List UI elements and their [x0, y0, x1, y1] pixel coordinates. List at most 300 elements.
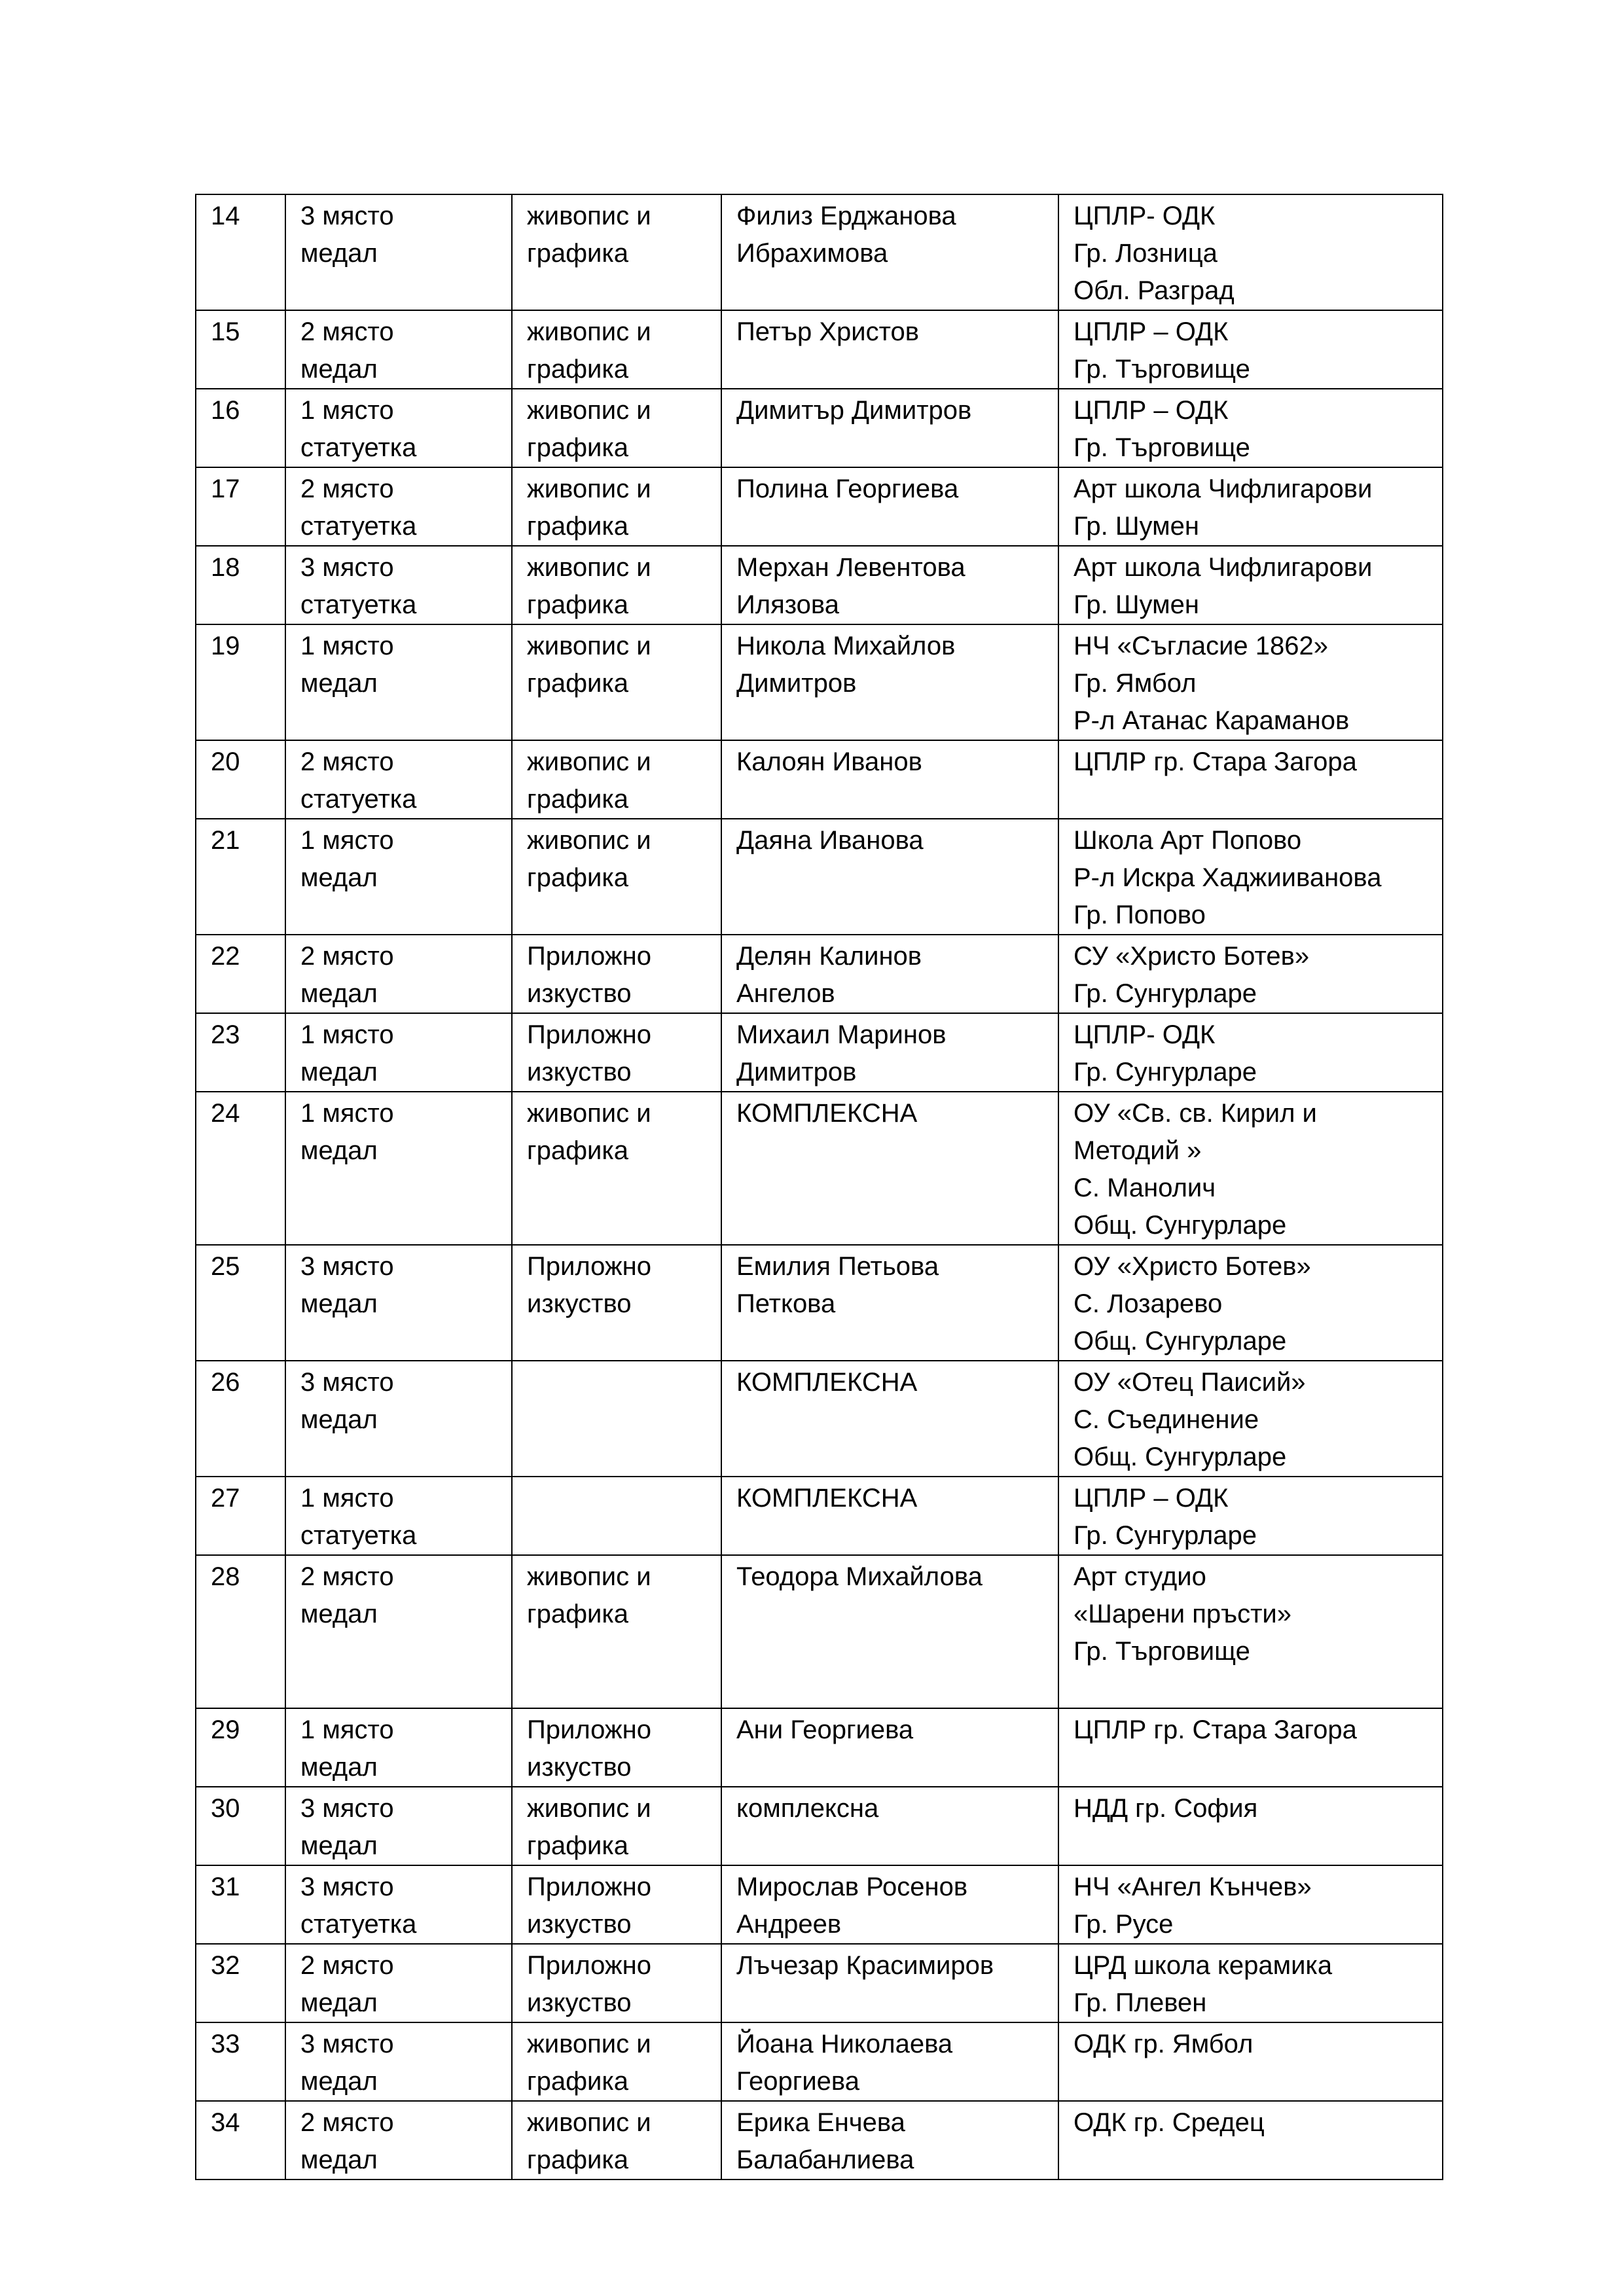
- participant-cell: [721, 1944, 1058, 2022]
- row-number: 19: [211, 632, 240, 660]
- category-line: Приложно: [527, 1951, 652, 1980]
- participant-name-line: Димитър Димитров: [736, 396, 972, 425]
- award-text: медал: [300, 2145, 378, 2174]
- place-text: 3 място: [300, 202, 394, 230]
- category-line: Приложно: [527, 1252, 652, 1281]
- award-text: медал: [300, 1988, 378, 2017]
- award-text: медал: [300, 979, 378, 1008]
- row-number: 18: [211, 553, 240, 582]
- row-number: 14: [211, 202, 240, 230]
- category-line: графика: [527, 669, 628, 698]
- award-text: медал: [300, 1600, 378, 1628]
- organization-line: Гр. Търговище: [1074, 355, 1250, 384]
- participant-cell: [721, 1708, 1058, 1787]
- participant-name-line: Йоана Николаева: [736, 2030, 953, 2058]
- organization-cell: [1058, 194, 1443, 310]
- category-line: графика: [527, 1831, 628, 1860]
- participant-cell: [721, 310, 1058, 389]
- organization-cell: [1058, 1865, 1443, 1944]
- place-text: 3 място: [300, 553, 394, 582]
- row-number: 27: [211, 1484, 240, 1513]
- organization-line: ЦПЛР- ОДК: [1074, 1020, 1216, 1049]
- participant-cell: [721, 1013, 1058, 1092]
- category-cell: [512, 1092, 721, 1245]
- row-number-cell: [196, 467, 285, 546]
- award-text: статуетка: [300, 433, 417, 462]
- place-cell: [285, 935, 512, 1013]
- organization-line: ОДК гр. Средец: [1074, 2108, 1265, 2137]
- row-number: 29: [211, 1715, 240, 1744]
- participant-cell: [721, 819, 1058, 935]
- participant-name-line: КОМПЛЕКСНА: [736, 1484, 918, 1513]
- organization-line: Гр. Сунгурларе: [1074, 1058, 1257, 1086]
- place-cell: [285, 624, 512, 740]
- award-text: медал: [300, 863, 378, 892]
- category-line: изкуство: [527, 1753, 632, 1782]
- table-row: [196, 935, 1443, 1013]
- participant-cell: [721, 624, 1058, 740]
- organization-line: ЦПЛР- ОДК: [1074, 202, 1216, 230]
- participant-name-line: Теодора Михайлова: [736, 1562, 983, 1591]
- row-number-cell: [196, 819, 285, 935]
- results-table-body: [196, 194, 1443, 2179]
- category-line: живопис и: [527, 202, 651, 230]
- participant-name-line: Ерика Енчева: [736, 2108, 905, 2137]
- row-number-cell: [196, 194, 285, 310]
- category-line: живопис и: [527, 1794, 651, 1823]
- row-number: 26: [211, 1368, 240, 1397]
- organization-line: НЧ «Съгласие 1862»: [1074, 632, 1329, 660]
- category-cell: [512, 2101, 721, 2179]
- category-cell: [512, 546, 721, 624]
- organization-line: Гр. Ямбол: [1074, 669, 1197, 698]
- organization-cell: [1058, 1787, 1443, 1865]
- place-text: 2 място: [300, 1951, 394, 1980]
- category-line: Приложно: [527, 1873, 652, 1901]
- table-row: [196, 1245, 1443, 1361]
- participant-name-line: комплексна: [736, 1794, 879, 1823]
- organization-cell: [1058, 1708, 1443, 1787]
- place-cell: [285, 740, 512, 819]
- organization-line: НЧ «Ангел Кънчев»: [1074, 1873, 1312, 1901]
- place-text: 1 място: [300, 826, 394, 855]
- place-text: 1 място: [300, 1484, 394, 1513]
- organization-line: С. Манолич: [1074, 1174, 1216, 1202]
- organization-line: ЦПЛР – ОДК: [1074, 1484, 1229, 1513]
- place-text: 2 място: [300, 475, 394, 503]
- row-number: 34: [211, 2108, 240, 2137]
- row-number-cell: [196, 1944, 285, 2022]
- participant-cell: [721, 740, 1058, 819]
- category-line: графика: [527, 785, 628, 814]
- row-number-cell: [196, 935, 285, 1013]
- row-number-cell: [196, 1865, 285, 1944]
- table-row: [196, 1787, 1443, 1865]
- category-cell: [512, 467, 721, 546]
- participant-cell: [721, 194, 1058, 310]
- place-text: 1 място: [300, 632, 394, 660]
- table-row: [196, 1708, 1443, 1787]
- place-cell: [285, 1477, 512, 1555]
- category-line: живопис и: [527, 747, 651, 776]
- table-row: [196, 546, 1443, 624]
- participant-cell: [721, 2101, 1058, 2179]
- category-line: графика: [527, 2067, 628, 2096]
- category-line: живопис и: [527, 632, 651, 660]
- award-text: медал: [300, 1831, 378, 1860]
- organization-cell: [1058, 1477, 1443, 1555]
- organization-line: Арт школа Чифлигарови: [1074, 553, 1373, 582]
- row-number-cell: [196, 2101, 285, 2179]
- organization-cell: [1058, 935, 1443, 1013]
- participant-name-line: Илязова: [736, 590, 839, 619]
- participant-name-line: Петър Христов: [736, 317, 919, 346]
- organization-line: Методий »: [1074, 1136, 1202, 1165]
- row-number: 30: [211, 1794, 240, 1823]
- category-line: графика: [527, 433, 628, 462]
- participant-name-line: Делян Калинов: [736, 942, 922, 971]
- participant-name-line: Михаил Маринов: [736, 1020, 947, 1049]
- organization-line: Гр. Търговище: [1074, 1637, 1250, 1666]
- category-cell: [512, 819, 721, 935]
- participant-cell: [721, 1361, 1058, 1477]
- place-cell: [285, 389, 512, 467]
- organization-line: Арт студио: [1074, 1562, 1206, 1591]
- organization-line: ОУ «Св. св. Кирил и: [1074, 1099, 1317, 1128]
- category-line: графика: [527, 1136, 628, 1165]
- participant-name-line: Георгиева: [736, 2067, 859, 2096]
- participant-name-line: Мирослав Росенов: [736, 1873, 968, 1901]
- organization-line: Общ. Сунгурларе: [1074, 1443, 1287, 1471]
- organization-line: ЦПЛР гр. Стара Загора: [1074, 747, 1357, 776]
- award-text: статуетка: [300, 512, 417, 541]
- table-row: [196, 740, 1443, 819]
- place-cell: [285, 467, 512, 546]
- row-number-cell: [196, 2022, 285, 2101]
- category-cell: [512, 740, 721, 819]
- category-line: графика: [527, 2145, 628, 2174]
- category-line: графика: [527, 355, 628, 384]
- participant-cell: [721, 1555, 1058, 1708]
- category-cell: [512, 624, 721, 740]
- organization-line: Гр. Плевен: [1074, 1988, 1207, 2017]
- participant-name-line: КОМПЛЕКСНА: [736, 1368, 918, 1397]
- category-line: изкуство: [527, 979, 632, 1008]
- organization-cell: [1058, 740, 1443, 819]
- organization-line: Гр. Лозница: [1074, 239, 1218, 268]
- row-number-cell: [196, 1013, 285, 1092]
- row-number-cell: [196, 1708, 285, 1787]
- organization-cell: [1058, 310, 1443, 389]
- participant-cell: [721, 1865, 1058, 1944]
- organization-line: Гр. Сунгурларе: [1074, 1521, 1257, 1550]
- award-text: медал: [300, 2067, 378, 2096]
- category-line: графика: [527, 239, 628, 268]
- category-cell: [512, 1361, 721, 1477]
- row-number: 16: [211, 396, 240, 425]
- table-row: [196, 1361, 1443, 1477]
- participant-name-line: Балабанлиева: [736, 2145, 914, 2174]
- row-number-cell: [196, 624, 285, 740]
- award-text: медал: [300, 1289, 378, 1318]
- award-text: статуетка: [300, 590, 417, 619]
- organization-line: ЦПЛР – ОДК: [1074, 396, 1229, 425]
- category-line: живопис и: [527, 396, 651, 425]
- category-line: живопис и: [527, 1099, 651, 1128]
- table-row: [196, 1013, 1443, 1092]
- award-text: медал: [300, 355, 378, 384]
- place-text: 1 място: [300, 1099, 394, 1128]
- organization-line: «Шарени пръсти»: [1074, 1600, 1292, 1628]
- place-cell: [285, 2101, 512, 2179]
- row-number: 15: [211, 317, 240, 346]
- participant-name-line: КОМПЛЕКСНА: [736, 1099, 918, 1128]
- table-row: [196, 1944, 1443, 2022]
- place-text: 1 място: [300, 396, 394, 425]
- category-line: живопис и: [527, 826, 651, 855]
- organization-line: ЦПЛР гр. Стара Загора: [1074, 1715, 1357, 1744]
- award-text: медал: [300, 1405, 378, 1434]
- participant-cell: [721, 1092, 1058, 1245]
- place-text: 1 място: [300, 1715, 394, 1744]
- place-text: 3 място: [300, 1794, 394, 1823]
- organization-line: Р-л Искра Хаджииванова: [1074, 863, 1382, 892]
- award-text: статуетка: [300, 1521, 417, 1550]
- organization-line: Гр. Шумен: [1074, 512, 1199, 541]
- place-cell: [285, 1708, 512, 1787]
- participant-cell: [721, 1477, 1058, 1555]
- row-number: 32: [211, 1951, 240, 1980]
- category-line: живопис и: [527, 1562, 651, 1591]
- category-line: Приложно: [527, 1715, 652, 1744]
- organization-line: Школа Арт Попово: [1074, 826, 1302, 855]
- table-row: [196, 2101, 1443, 2179]
- category-cell: [512, 1787, 721, 1865]
- row-number-cell: [196, 740, 285, 819]
- category-cell: [512, 1477, 721, 1555]
- participant-name-line: Даяна Иванова: [736, 826, 924, 855]
- organization-cell: [1058, 1555, 1443, 1708]
- place-text: 3 място: [300, 1368, 394, 1397]
- place-cell: [285, 1944, 512, 2022]
- category-line: живопис и: [527, 317, 651, 346]
- row-number: 25: [211, 1252, 240, 1281]
- category-line: графика: [527, 863, 628, 892]
- organization-line: Общ. Сунгурларе: [1074, 1327, 1287, 1355]
- place-cell: [285, 1361, 512, 1477]
- organization-line: Общ. Сунгурларе: [1074, 1211, 1287, 1240]
- place-text: 1 място: [300, 1020, 394, 1049]
- participant-cell: [721, 2022, 1058, 2101]
- participant-name-line: Димитров: [736, 669, 857, 698]
- organization-line: Арт школа Чифлигарови: [1074, 475, 1373, 503]
- organization-cell: [1058, 624, 1443, 740]
- place-text: 2 място: [300, 1562, 394, 1591]
- row-number: 17: [211, 475, 240, 503]
- row-number-cell: [196, 1477, 285, 1555]
- category-cell: [512, 2022, 721, 2101]
- category-cell: [512, 935, 721, 1013]
- place-cell: [285, 1245, 512, 1361]
- category-line: живопис и: [527, 475, 651, 503]
- table-row: [196, 310, 1443, 389]
- award-text: медал: [300, 1136, 378, 1165]
- row-number-cell: [196, 1787, 285, 1865]
- category-cell: [512, 1555, 721, 1708]
- organization-line: С. Съединение: [1074, 1405, 1259, 1434]
- row-number-cell: [196, 1245, 285, 1361]
- results-table: [195, 194, 1443, 2180]
- table-row: [196, 1477, 1443, 1555]
- place-cell: [285, 1013, 512, 1092]
- row-number: 31: [211, 1873, 240, 1901]
- row-number: 21: [211, 826, 240, 855]
- category-line: живопис и: [527, 2108, 651, 2137]
- category-line: Приложно: [527, 1020, 652, 1049]
- award-text: статуетка: [300, 785, 417, 814]
- organization-line: ЦПЛР – ОДК: [1074, 317, 1229, 346]
- row-number-cell: [196, 1555, 285, 1708]
- category-line: изкуство: [527, 1289, 632, 1318]
- category-line: графика: [527, 1600, 628, 1628]
- place-text: 2 място: [300, 747, 394, 776]
- table-row: [196, 1865, 1443, 1944]
- table-row: [196, 194, 1443, 310]
- category-line: графика: [527, 512, 628, 541]
- participant-name-line: Ангелов: [736, 979, 835, 1008]
- participant-cell: [721, 1787, 1058, 1865]
- category-line: изкуство: [527, 1988, 632, 2017]
- category-line: графика: [527, 590, 628, 619]
- table-row: [196, 2022, 1443, 2101]
- place-text: 2 място: [300, 2108, 394, 2137]
- place-text: 2 място: [300, 942, 394, 971]
- table-row: [196, 467, 1443, 546]
- participant-name-line: Петкова: [736, 1289, 836, 1318]
- participant-name-line: Никола Михайлов: [736, 632, 956, 660]
- place-cell: [285, 546, 512, 624]
- organization-line: Р-л Атанас Караманов: [1074, 706, 1350, 735]
- participant-name-line: Ибрахимова: [736, 239, 888, 268]
- participant-name-line: Лъчезар Красимиров: [736, 1951, 994, 1980]
- category-line: изкуство: [527, 1910, 632, 1939]
- category-line: Приложно: [527, 942, 652, 971]
- organization-cell: [1058, 819, 1443, 935]
- organization-cell: [1058, 389, 1443, 467]
- place-cell: [285, 310, 512, 389]
- organization-line: Гр. Търговище: [1074, 433, 1250, 462]
- row-number: 24: [211, 1099, 240, 1128]
- category-cell: [512, 310, 721, 389]
- participant-name-line: Емилия Петьова: [736, 1252, 939, 1281]
- organization-cell: [1058, 1013, 1443, 1092]
- participant-cell: [721, 467, 1058, 546]
- organization-line: Обл. Разград: [1074, 276, 1235, 305]
- organization-cell: [1058, 1245, 1443, 1361]
- category-line: изкуство: [527, 1058, 632, 1086]
- organization-line: ОДК гр. Ямбол: [1074, 2030, 1254, 2058]
- organization-cell: [1058, 2101, 1443, 2179]
- row-number: 22: [211, 942, 240, 971]
- place-text: 3 място: [300, 2030, 394, 2058]
- table-row: [196, 1555, 1443, 1708]
- place-cell: [285, 1787, 512, 1865]
- category-cell: [512, 1708, 721, 1787]
- table-row: [196, 819, 1443, 935]
- organization-cell: [1058, 546, 1443, 624]
- row-number: 33: [211, 2030, 240, 2058]
- organization-line: ОУ «Отец Паисий»: [1074, 1368, 1306, 1397]
- participant-name-line: Андреев: [736, 1910, 842, 1939]
- organization-line: Гр. Попово: [1074, 901, 1206, 929]
- row-number: 20: [211, 747, 240, 776]
- place-cell: [285, 819, 512, 935]
- organization-cell: [1058, 467, 1443, 546]
- category-cell: [512, 1013, 721, 1092]
- participant-cell: [721, 546, 1058, 624]
- organization-line: С. Лозарево: [1074, 1289, 1223, 1318]
- category-cell: [512, 194, 721, 310]
- category-cell: [512, 1944, 721, 2022]
- category-cell: [512, 389, 721, 467]
- category-line: живопис и: [527, 553, 651, 582]
- row-number: 28: [211, 1562, 240, 1591]
- table-row: [196, 389, 1443, 467]
- organization-cell: [1058, 1092, 1443, 1245]
- place-cell: [285, 1092, 512, 1245]
- category-line: живопис и: [527, 2030, 651, 2058]
- row-number-cell: [196, 1092, 285, 1245]
- row-number-cell: [196, 389, 285, 467]
- category-cell: [512, 1245, 721, 1361]
- place-cell: [285, 2022, 512, 2101]
- organization-line: НДД гр. София: [1074, 1794, 1258, 1823]
- organization-line: СУ «Христо Ботев»: [1074, 942, 1310, 971]
- award-text: медал: [300, 1753, 378, 1782]
- place-cell: [285, 1555, 512, 1708]
- participant-name-line: Мерхан Левентова: [736, 553, 965, 582]
- organization-line: ОУ «Христо Ботев»: [1074, 1252, 1311, 1281]
- table-row: [196, 1092, 1443, 1245]
- participant-cell: [721, 1245, 1058, 1361]
- table-row: [196, 624, 1443, 740]
- award-text: статуетка: [300, 1910, 417, 1939]
- place-cell: [285, 194, 512, 310]
- place-text: 3 място: [300, 1252, 394, 1281]
- place-text: 2 място: [300, 317, 394, 346]
- participant-name-line: Димитров: [736, 1058, 857, 1086]
- participant-cell: [721, 935, 1058, 1013]
- organization-line: Гр. Сунгурларе: [1074, 979, 1257, 1008]
- place-cell: [285, 1865, 512, 1944]
- participant-name-line: Полина Георгиева: [736, 475, 959, 503]
- row-number: 23: [211, 1020, 240, 1049]
- organization-line: ЦРД школа керамика: [1074, 1951, 1333, 1980]
- participant-cell: [721, 389, 1058, 467]
- organization-cell: [1058, 2022, 1443, 2101]
- organization-line: Гр. Шумен: [1074, 590, 1199, 619]
- award-text: медал: [300, 1058, 378, 1086]
- award-text: медал: [300, 669, 378, 698]
- award-text: медал: [300, 239, 378, 268]
- row-number-cell: [196, 310, 285, 389]
- organization-line: [1074, 1670, 1428, 1708]
- category-cell: [512, 1865, 721, 1944]
- participant-name-line: Филиз Ерджанова: [736, 202, 956, 230]
- participant-name-line: Калоян Иванов: [736, 747, 922, 776]
- place-text: 3 място: [300, 1873, 394, 1901]
- row-number-cell: [196, 1361, 285, 1477]
